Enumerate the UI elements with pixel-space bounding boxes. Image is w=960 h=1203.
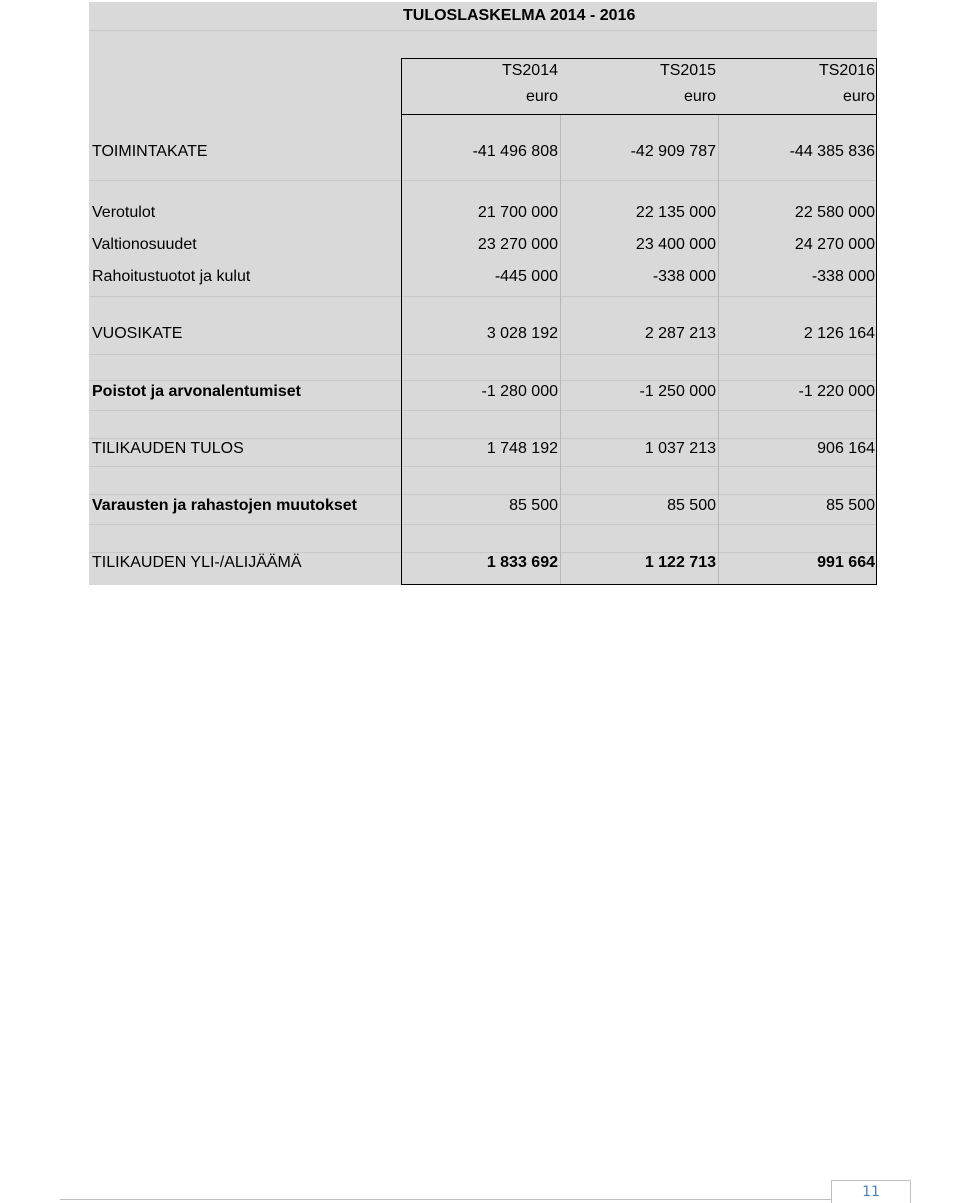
value-cell: 85 500 (826, 497, 875, 514)
income-statement-table (89, 2, 877, 585)
value-cell: 2 287 213 (644, 325, 716, 342)
value-cell: 3 028 192 (486, 325, 558, 342)
row-label-vuosikate: VUOSIKATE (92, 325, 183, 342)
value-cell: 85 500 (509, 497, 558, 514)
row-label-verotulot: Verotulot (92, 204, 156, 221)
value-cell: 2 126 164 (803, 325, 875, 342)
row-label-rahoitustuotot: Rahoitustuotot ja kulut (92, 268, 251, 285)
row-label-toimintakate: TOIMINTAKATE (92, 143, 208, 160)
row-label-varaukset: Varausten ja rahastojen muutokset (92, 497, 357, 514)
value-cell: -42 909 787 (630, 143, 716, 160)
column-unit-ts2014: euro (525, 88, 558, 105)
value-cell: 991 664 (817, 554, 875, 571)
value-cell: 906 164 (817, 440, 875, 457)
value-cell: 22 580 000 (794, 204, 875, 221)
value-cell: 23 270 000 (477, 236, 558, 253)
value-cell: 1 037 213 (644, 440, 716, 457)
value-cell: 21 700 000 (477, 204, 558, 221)
value-cell: 1 748 192 (486, 440, 558, 457)
value-cell: -1 220 000 (798, 383, 875, 400)
value-cell: -1 250 000 (639, 383, 716, 400)
value-cell: 1 122 713 (644, 554, 716, 571)
column-header-ts2014: TS2014 (501, 62, 558, 79)
value-cell: -445 000 (494, 268, 558, 285)
value-cell: 22 135 000 (635, 204, 716, 221)
value-cell: -338 000 (652, 268, 716, 285)
value-cell: -1 280 000 (481, 383, 558, 400)
value-cell: 23 400 000 (635, 236, 716, 253)
header-divider (401, 114, 877, 115)
value-cell: 1 833 692 (486, 554, 558, 571)
column-unit-ts2015: euro (683, 88, 716, 105)
value-cell: 24 270 000 (794, 236, 875, 253)
value-cell: -338 000 (811, 268, 875, 285)
column-header-ts2016: TS2016 (818, 62, 875, 79)
statement-title: TULOSLASKELMA 2014 - 2016 (403, 7, 636, 24)
value-cell: -44 385 836 (789, 143, 875, 160)
page-number: 11 (862, 1184, 880, 1200)
row-label-valtionosuudet: Valtionosuudet (92, 236, 197, 253)
value-cell: 85 500 (667, 497, 716, 514)
row-label-yli-alijaama: TILIKAUDEN YLI-/ALIJÄÄMÄ (92, 554, 302, 571)
row-label-tilikauden-tulos: TILIKAUDEN TULOS (92, 440, 244, 457)
value-cell: -41 496 808 (472, 143, 558, 160)
column-header-ts2015: TS2015 (659, 62, 716, 79)
column-unit-ts2016: euro (842, 88, 875, 105)
footer-rule (60, 1199, 831, 1200)
grid-line (89, 30, 877, 31)
row-label-poistot: Poistot ja arvonalentumiset (92, 383, 301, 400)
